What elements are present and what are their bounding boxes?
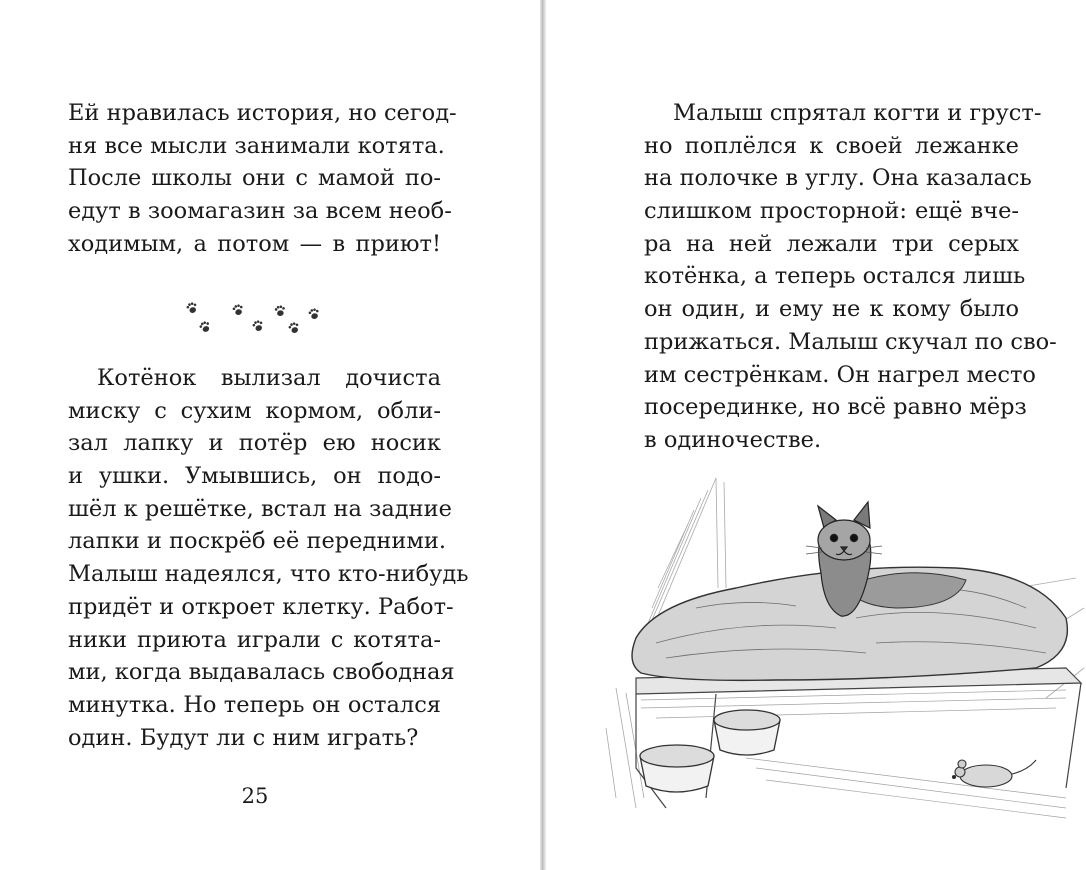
text-line: Малыш надеялся, что кто-нибудь: [68, 561, 469, 588]
right-page: [546, 0, 1086, 870]
kitten-on-cushion-illustration: [596, 468, 1086, 828]
left-paragraph-2: [68, 362, 469, 754]
text-line: едут в зоомагазин за всем необ-: [68, 198, 452, 225]
right-paragraph-1: [644, 97, 1057, 457]
text-line: придёт и откроет клетку. Работ-: [68, 593, 454, 620]
text-line: Котёнок вылизал дочиста: [97, 365, 441, 391]
text-line: им сестрёнкам. Он нагрел место: [644, 361, 1036, 388]
text-line: После школы они с мамой по-: [68, 165, 441, 192]
text-line: слишком просторной: ещё вче-: [644, 198, 1019, 225]
text-line: Ей нравилась история, но сегод-: [68, 100, 457, 126]
text-line: ня все мысли занимали котята.: [68, 132, 445, 159]
page-number: 25: [241, 784, 269, 808]
text-line: ми, когда выдавалась свободная: [68, 659, 455, 686]
text-line: он один, и ему не к кому было: [644, 296, 1019, 323]
text-line: ходимым, а потом — в приют!: [68, 230, 441, 257]
text-line: котёнка, а теперь остался лишь: [644, 263, 1026, 290]
paw-prints-icon: [180, 296, 330, 340]
text-line: миску с сухим кормом, обли-: [68, 397, 441, 424]
left-page: [0, 0, 540, 870]
left-paragraph-1: [68, 97, 457, 260]
text-line: шёл к решётке, встал на задние: [68, 495, 452, 522]
text-line: зал лапку и потёр ею носик: [68, 430, 441, 457]
text-line: минутка. Но теперь он остался: [68, 691, 441, 718]
text-line: один. Будут ли с ним играть?: [68, 724, 419, 751]
text-line: посерединке, но всё равно мёрз: [644, 394, 1027, 421]
text-line: на полочке в углу. Она казалась: [644, 165, 1032, 192]
text-line: лапки и поскрёб её передними.: [68, 528, 446, 555]
text-line: но поплёлся к своей лежанке: [644, 132, 1019, 159]
text-line: ники приюта играли с котята-: [68, 626, 441, 653]
text-line: и ушки. Умывшись, он подо-: [68, 463, 441, 490]
text-line: ра на ней лежали три серых: [644, 230, 1019, 257]
text-line: прижаться. Малыш скучал по сво-: [644, 328, 1057, 355]
text-line: Малыш спрятал когти и груст-: [673, 100, 1042, 126]
text-line: в одиночестве.: [644, 426, 822, 453]
